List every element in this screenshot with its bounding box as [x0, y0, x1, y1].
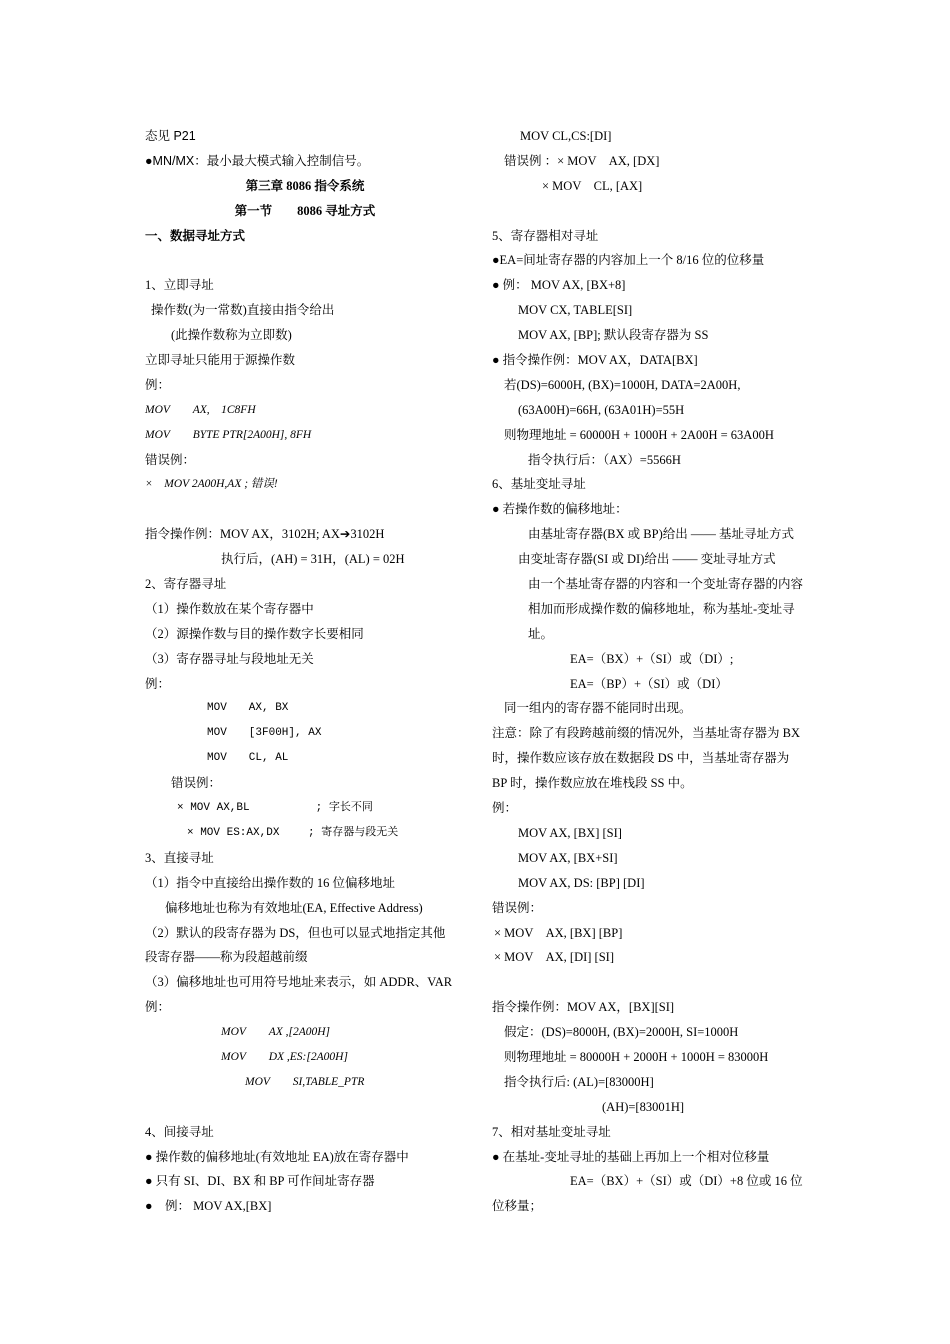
- chapter-title: 第三章 8086 指令系统: [245, 178, 365, 193]
- right-column: [492, 124, 812, 1219]
- blank-line: [492, 199, 812, 224]
- text-line: 态见 P21: [145, 129, 196, 143]
- text-line: 则物理地址 = 80000H + 2000H + 1000H = 83000H: [504, 1049, 769, 1064]
- text-line: ● 例： MOV AX, [BX+8]: [492, 278, 626, 293]
- text-line: 例：: [145, 377, 171, 392]
- text-line: 若(DS)=6000H, (BX)=1000H, DATA=2A00H,: [504, 377, 741, 392]
- code-line: MOV SI,TABLE_PTR: [245, 1075, 365, 1088]
- text-line: 由变址寄存器(SI 或 DI)给出 —— 变址寻址方式: [518, 552, 776, 567]
- heading: 一、数据寻址方式: [145, 228, 246, 243]
- text-line: (AH)=[83001H]: [602, 1099, 685, 1114]
- code-line: MOV CL,CS:[DI]: [520, 129, 612, 143]
- formula-line: EA=（BX）+（SI）或（DI）+8 位或 16 位: [570, 1174, 803, 1189]
- text-line: 假定：(DS)=8000H, (BX)=2000H, SI=1000H: [504, 1025, 739, 1040]
- text-line: 同一组内的寄存器不能同时出现。: [504, 701, 692, 716]
- code-line: × MOV AX, [DI] [SI]: [494, 950, 615, 965]
- text-line: 立即寻址只能用于源操作数: [145, 353, 296, 368]
- text-line: ●EA=间址寄存器的内容加上一个 8/16 位的位移量: [492, 253, 765, 268]
- text-line: 错误例：: [492, 900, 543, 915]
- text-line: 位移量；: [492, 1199, 543, 1214]
- section-title: 第一节 8086 寻址方式: [234, 203, 376, 218]
- text-line: ● 只有 SI、DI、BX 和 BP 可作间址寄存器: [145, 1174, 375, 1189]
- blank-line: [145, 248, 465, 273]
- text-line: 相加而形成操作数的偏移地址，称为基址-变址寻: [528, 601, 795, 616]
- text-line: 例：: [145, 676, 171, 691]
- text-line: BP 时，操作数应放在堆栈段 SS 中。: [492, 776, 693, 791]
- code-line: MOV CL, AL: [207, 752, 289, 765]
- text-line: (此操作数称为立即数): [171, 328, 292, 343]
- text-line: 指令执行后：（AX）=5566H: [528, 452, 681, 467]
- text-line: ● 指令操作例：MOV AX，DATA[BX]: [492, 353, 698, 368]
- text-line: 时，操作数应该存放在数据段 DS 中，当基址寄存器为: [492, 751, 790, 766]
- code-line: MOV AX, [BX] [SI]: [518, 825, 622, 840]
- subheading: 3、直接寻址: [145, 850, 214, 865]
- text-line: 址。: [528, 626, 554, 641]
- code-line: MOV AX ,[2A00H]: [221, 1026, 331, 1039]
- subheading: 1、立即寻址: [145, 278, 214, 293]
- code-line: MOV BYTE PTR[2A00H], 8FH: [145, 428, 312, 441]
- text-line: （3）寄存器寻址与段地址无关: [145, 651, 314, 666]
- text-line: （2）源操作数与目的操作数字长要相同: [145, 626, 364, 641]
- text-line: 则物理地址 = 60000H + 1000H + 2A00H = 63A00H: [504, 427, 774, 442]
- text-line: 错误例：: [171, 776, 222, 791]
- subheading: 7、相对基址变址寻址: [492, 1124, 611, 1139]
- text-line: 指令操作例：MOV AX，3102H; AX➔3102H: [145, 527, 385, 542]
- code-line: × MOV AX, [BX] [BP]: [494, 925, 623, 940]
- text-line: 例：: [145, 1000, 171, 1015]
- code-line: MOV [3F00H], AX: [207, 727, 322, 740]
- subheading: 5、寄存器相对寻址: [492, 228, 599, 243]
- code-line: MOV CX, TABLE[SI]: [518, 303, 633, 318]
- code-line: MOV AX, BX: [207, 702, 289, 715]
- blank-line: [492, 970, 812, 995]
- code-line: × MOV ES:AX,DX ; 寄存器与段无关: [187, 826, 399, 839]
- text-line: 执行后，(AH) = 31H，(AL) = 02H: [221, 552, 405, 567]
- code-line: × MOV CL, [AX]: [542, 178, 643, 193]
- text-line: 指令操作例：MOV AX，[BX][SI]: [492, 1000, 675, 1015]
- text-line: 由一个基址寄存器的内容和一个变址寄存器的内容: [528, 577, 804, 592]
- formula-line: EA=（BP）+（SI）或（DI）: [570, 676, 728, 691]
- code-line: MOV DX ,ES:[2A00H]: [221, 1050, 348, 1063]
- code-line: MOV AX, [BX+SI]: [518, 850, 618, 865]
- subheading: 6、基址变址寻址: [492, 477, 586, 492]
- text-line: 偏移地址也称为有效地址(EA, Effective Address): [165, 900, 423, 915]
- text-line: ●MN/MX：最小最大模式输入控制信号。: [145, 153, 370, 168]
- text-line: （1）操作数放在某个寄存器中: [145, 601, 314, 616]
- text-line: 注意：除了有段跨越前缀的情况外，当基址寄存器为 BX: [492, 726, 800, 741]
- blank-line: [145, 1095, 465, 1120]
- text-line: ● 操作数的偏移地址(有效地址 EA)放在寄存器中: [145, 1149, 409, 1164]
- subheading: 2、寄存器寻址: [145, 577, 227, 592]
- code-line: × MOV AX,BL ; 字长不同: [177, 802, 373, 815]
- code-line: MOV AX, DS: [BP] [DI]: [518, 875, 645, 890]
- text-line: （2）默认的段寄存器为 DS，但也可以显式地指定其他: [145, 925, 446, 940]
- subheading: 4、间接寻址: [145, 1124, 214, 1139]
- left-column: [145, 124, 465, 1219]
- code-line: × MOV 2A00H,AX ; 错误!: [145, 478, 278, 491]
- text-line: （3）偏移地址也可用符号地址来表示，如 ADDR、VAR: [145, 975, 453, 990]
- text-line: 段寄存器——称为段超越前缀: [145, 950, 308, 965]
- text-line: ● 若操作数的偏移地址：: [492, 502, 628, 517]
- text-line: 操作数(为一常数)直接由指令给出: [151, 303, 335, 318]
- text-line: ● 例： MOV AX,[BX]: [145, 1199, 272, 1214]
- text-line: 由基址寄存器(BX 或 BP)给出 —— 基址寻址方式: [528, 527, 794, 542]
- formula-line: EA=（BX）+（SI）或（DI）;: [570, 651, 734, 666]
- text-line: 指令执行后: (AL)=[83000H]: [504, 1074, 654, 1089]
- code-line: MOV AX, 1C8FH: [145, 403, 256, 416]
- text-line: (63A00H)=66H, (63A01H)=55H: [518, 402, 685, 417]
- blank-line: [145, 497, 465, 522]
- text-line: 错误例：: [145, 452, 196, 467]
- text-line: ● 在基址-变址寻址的基础上再加上一个相对位移量: [492, 1149, 770, 1164]
- text-line: 错误例 ：× MOV AX, [DX]: [504, 153, 660, 168]
- text-line: （1）指令中直接给出操作数的 16 位偏移地址: [145, 875, 396, 890]
- code-line: MOV AX, [BP]; 默认段寄存器为 SS: [518, 328, 709, 343]
- text-line: 例：: [492, 801, 518, 816]
